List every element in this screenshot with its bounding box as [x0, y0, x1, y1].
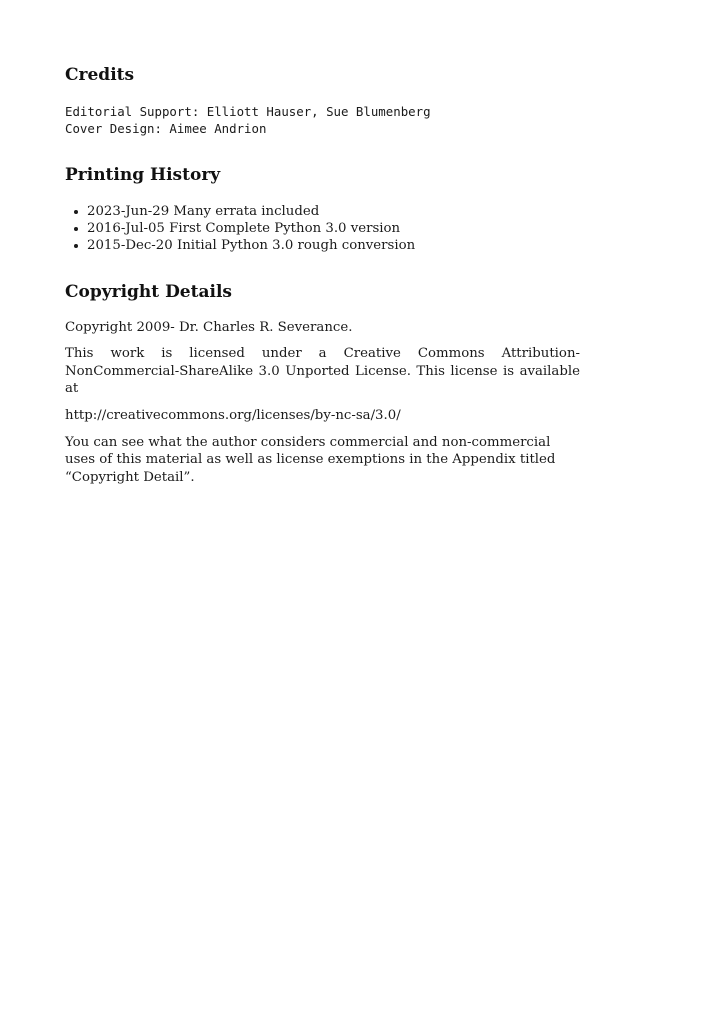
list-item: 2016-Jul-05 First Complete Python 3.0 version [87, 220, 580, 237]
copyright-line: Copyright 2009- Dr. Charles R. Severance. [65, 319, 353, 335]
credits-line-editorial: Editorial Support: Elliott Hauser, Sue Blumenberg [65, 104, 431, 119]
printing-history-list [65, 203, 580, 255]
license-paragraph: This work is licensed under a Creative Commons Attribution-NonCommercial-ShareAlike 3.0 Unported License. This license is available at [65, 346, 580, 397]
document-page [65, 58, 580, 486]
copyright-heading: Copyright Details [65, 281, 232, 302]
credits-heading: Credits [65, 65, 135, 85]
credits-block [65, 103, 580, 137]
printing-history-heading: Printing History [65, 165, 221, 185]
credits-line-cover: Cover Design: Aimee Andrion [65, 121, 267, 136]
license-url: http://creativecommons.org/licenses/by-nc-sa/3.0/ [65, 407, 401, 423]
uses-paragraph: You can see what the author considers commercial and non-commercial uses of this material as well as license exemptions in the Appendix titled “Copyright Detail”. [65, 434, 556, 485]
list-item: 2023-Jun-29 Many errata included [87, 203, 580, 220]
list-item: 2015-Dec-20 Initial Python 3.0 rough conversion [87, 237, 580, 254]
